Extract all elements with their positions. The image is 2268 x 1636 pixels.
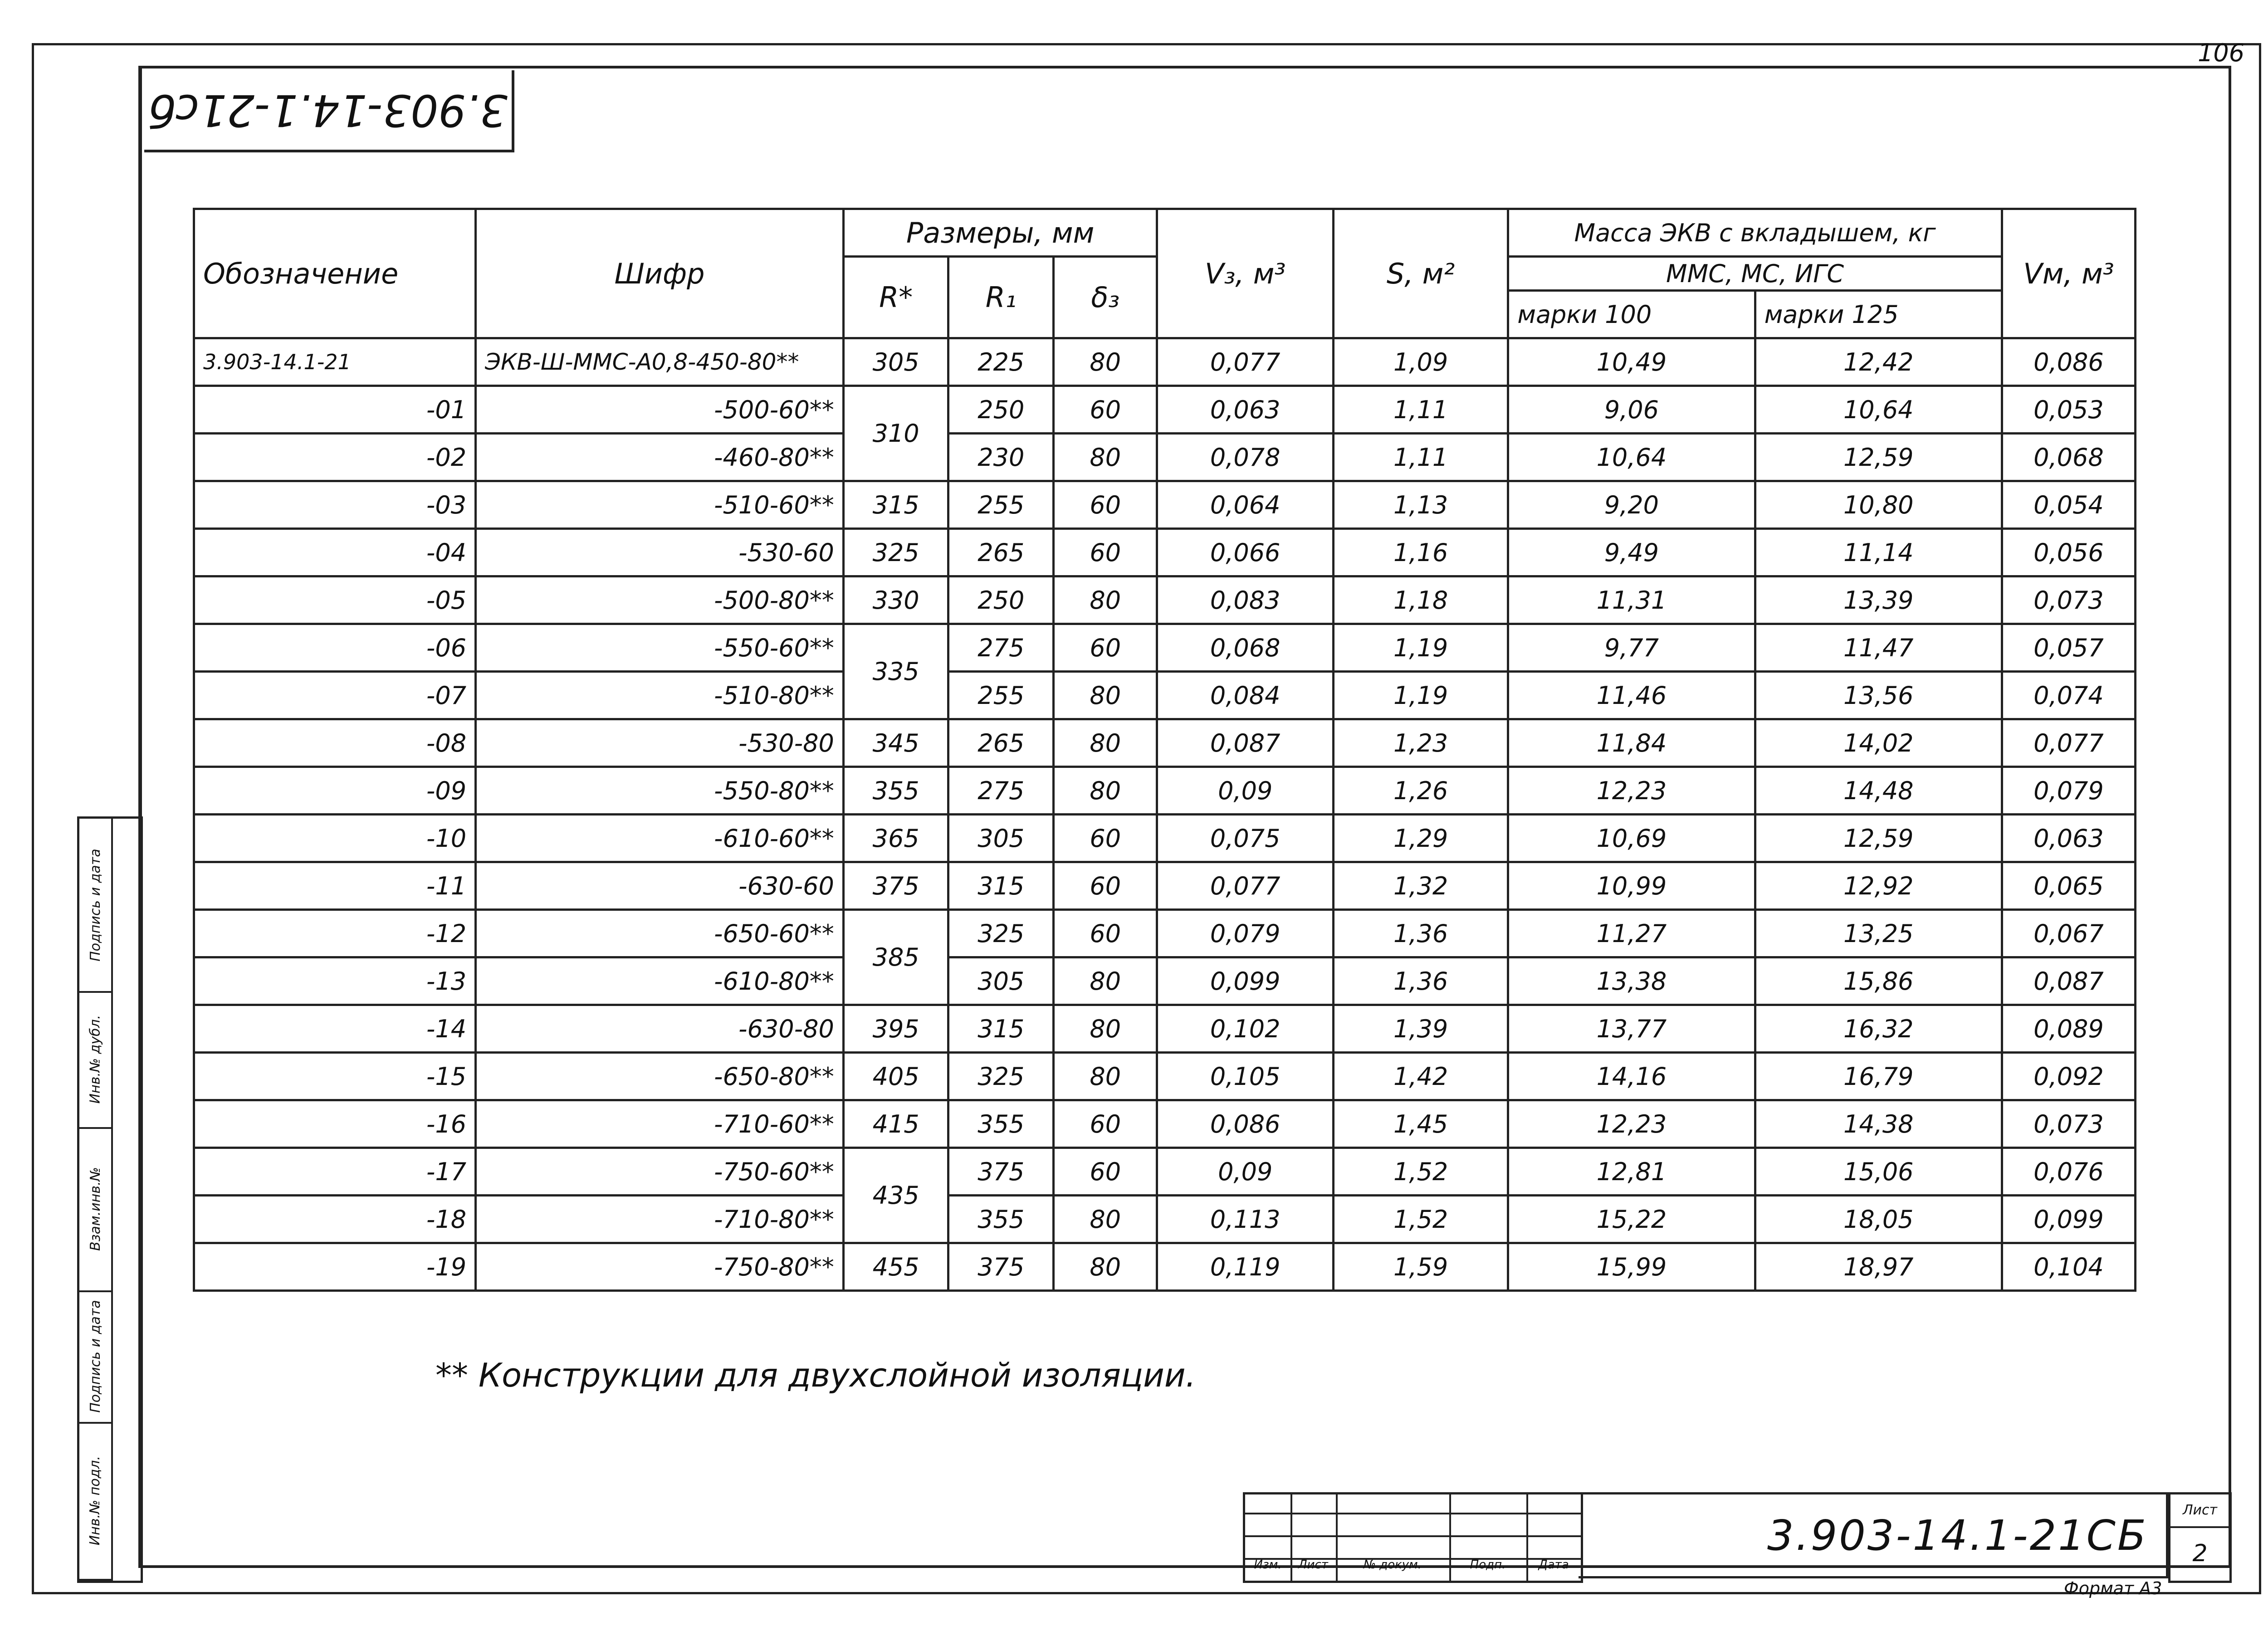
cell-mass-100: 10,99 xyxy=(1508,862,1755,910)
cell-r: 365 xyxy=(843,815,948,862)
cell-delta3: 60 xyxy=(1054,529,1157,576)
cell-vm: 0,074 xyxy=(2002,672,2135,719)
format-label: Формат A3 xyxy=(2064,1578,2162,1598)
cell-delta3: 60 xyxy=(1054,386,1157,434)
cell-cipher: -710-80** xyxy=(476,1196,844,1243)
cell-v3: 0,068 xyxy=(1157,624,1334,672)
header-sizes: Размеры, мм xyxy=(843,209,1157,257)
cell-mass-100: 11,46 xyxy=(1508,672,1755,719)
cell-r: 375 xyxy=(843,862,948,910)
cell-r1: 250 xyxy=(948,386,1054,434)
cell-designation: -17 xyxy=(194,1148,476,1196)
header-v3: V₃, м³ xyxy=(1157,209,1334,338)
cell-vm: 0,068 xyxy=(2002,434,2135,481)
cell-designation: -04 xyxy=(194,529,476,576)
cell-mass-125: 12,59 xyxy=(1755,815,2002,862)
cell-designation: -10 xyxy=(194,815,476,862)
cell-v3: 0,102 xyxy=(1157,1005,1334,1053)
cell-mass-100: 13,77 xyxy=(1508,1005,1755,1053)
cell-s: 1,45 xyxy=(1333,1100,1508,1148)
cell-cipher: -630-80 xyxy=(476,1005,844,1053)
cell-vm: 0,056 xyxy=(2002,529,2135,576)
cell-r: 415 xyxy=(843,1100,948,1148)
cell-r: 345 xyxy=(843,719,948,767)
cell-r: 395 xyxy=(843,1005,948,1053)
revision-labels xyxy=(1245,1558,1581,1581)
cell-mass-100: 15,99 xyxy=(1508,1243,1755,1291)
cell-s: 1,36 xyxy=(1333,957,1508,1005)
label-sheet: Лист xyxy=(1298,1558,1328,1572)
cell-delta3: 80 xyxy=(1054,576,1157,624)
left-signature-strip xyxy=(77,816,143,1583)
cell-v3: 0,09 xyxy=(1157,1148,1334,1196)
cell-s: 1,19 xyxy=(1333,624,1508,672)
cell-cipher: -630-60 xyxy=(476,862,844,910)
cell-designation: -09 xyxy=(194,767,476,815)
cell-r: 330 xyxy=(843,576,948,624)
cell-mass-125: 18,97 xyxy=(1755,1243,2002,1291)
cell-r: 405 xyxy=(843,1053,948,1100)
strip-cell: Взам.инв.№ xyxy=(79,1127,113,1292)
cell-vm: 0,065 xyxy=(2002,862,2135,910)
table-row xyxy=(194,672,2136,719)
label-doc-number: № докум. xyxy=(1363,1558,1422,1572)
cell-s: 1,29 xyxy=(1333,815,1508,862)
footnote: ** Конструкции для двухслойной изоляции. xyxy=(435,1356,1196,1394)
header-mass-materials: ММС, МС, ИГС xyxy=(1508,257,2002,291)
cell-delta3: 80 xyxy=(1054,1005,1157,1053)
cell-r1: 315 xyxy=(948,1005,1054,1053)
header-mass-100: марки 100 xyxy=(1508,291,1755,338)
cell-mass-100: 12,23 xyxy=(1508,1100,1755,1148)
cell-v3: 0,105 xyxy=(1157,1053,1334,1100)
table-row xyxy=(194,576,2136,624)
cell-r1: 250 xyxy=(948,576,1054,624)
cell-v3: 0,119 xyxy=(1157,1243,1334,1291)
cell-delta3: 80 xyxy=(1054,957,1157,1005)
cell-cipher: -510-60** xyxy=(476,481,844,529)
cell-cipher: -610-80** xyxy=(476,957,844,1005)
cell-v3: 0,078 xyxy=(1157,434,1334,481)
cell-mass-125: 14,02 xyxy=(1755,719,2002,767)
cell-mass-100: 15,22 xyxy=(1508,1196,1755,1243)
cell-s: 1,52 xyxy=(1333,1196,1508,1243)
cell-mass-100: 11,31 xyxy=(1508,576,1755,624)
table-row xyxy=(194,910,2136,957)
cell-cipher: -550-80** xyxy=(476,767,844,815)
cell-r1: 255 xyxy=(948,672,1054,719)
cell-r: 305 xyxy=(843,338,948,386)
cell-delta3: 60 xyxy=(1054,910,1157,957)
cell-delta3: 80 xyxy=(1054,338,1157,386)
cell-vm: 0,076 xyxy=(2002,1148,2135,1196)
revision-grid xyxy=(1243,1492,1583,1583)
header-r: R* xyxy=(843,257,948,338)
cell-delta3: 80 xyxy=(1054,1053,1157,1100)
cell-r: 335 xyxy=(843,624,948,719)
strip-cell: Инв.№ дубл. xyxy=(79,991,113,1129)
cell-delta3: 60 xyxy=(1054,862,1157,910)
cell-r1: 355 xyxy=(948,1100,1054,1148)
cell-mass-100: 13,38 xyxy=(1508,957,1755,1005)
top-stamp-code: 3.903-14.1-21сб xyxy=(148,84,508,136)
cell-r: 315 xyxy=(843,481,948,529)
cell-delta3: 80 xyxy=(1054,767,1157,815)
document-code: 3.903-14.1-21СБ xyxy=(1579,1492,2168,1578)
specification-table xyxy=(193,208,2136,1292)
cell-r1: 255 xyxy=(948,481,1054,529)
cell-cipher: -530-60 xyxy=(476,529,844,576)
cell-v3: 0,063 xyxy=(1157,386,1334,434)
table-row xyxy=(194,1196,2136,1243)
sheet-corner-number: 106 xyxy=(2198,39,2245,67)
cell-mass-125: 16,79 xyxy=(1755,1053,2002,1100)
cell-r: 325 xyxy=(843,529,948,576)
header-s: S, м² xyxy=(1333,209,1508,338)
header-designation: Обозначение xyxy=(194,209,476,338)
top-stamp xyxy=(144,70,514,152)
cell-r1: 275 xyxy=(948,767,1054,815)
cell-delta3: 60 xyxy=(1054,1100,1157,1148)
cell-s: 1,23 xyxy=(1333,719,1508,767)
cell-cipher: -650-60** xyxy=(476,910,844,957)
cell-r1: 325 xyxy=(948,1053,1054,1100)
cell-delta3: 80 xyxy=(1054,719,1157,767)
table-row xyxy=(194,1005,2136,1053)
strip-cell: Инв.№ подл. xyxy=(79,1422,113,1581)
strip-cell: Подпись и дата xyxy=(79,1290,113,1424)
table-row xyxy=(194,481,2136,529)
cell-mass-100: 9,49 xyxy=(1508,529,1755,576)
cell-v3: 0,064 xyxy=(1157,481,1334,529)
cell-mass-125: 12,42 xyxy=(1755,338,2002,386)
cell-s: 1,16 xyxy=(1333,529,1508,576)
cell-v3: 0,077 xyxy=(1157,338,1334,386)
sheet-label: Лист xyxy=(2170,1494,2229,1528)
cell-designation: -05 xyxy=(194,576,476,624)
table-row xyxy=(194,957,2136,1005)
cell-designation: -06 xyxy=(194,624,476,672)
cell-cipher: -610-60** xyxy=(476,815,844,862)
sheet-box xyxy=(2168,1492,2232,1583)
cell-mass-100: 9,77 xyxy=(1508,624,1755,672)
cell-designation: -19 xyxy=(194,1243,476,1291)
cell-r: 355 xyxy=(843,767,948,815)
cell-designation: -14 xyxy=(194,1005,476,1053)
cell-designation: -18 xyxy=(194,1196,476,1243)
cell-vm: 0,092 xyxy=(2002,1053,2135,1100)
cell-r1: 375 xyxy=(948,1243,1054,1291)
cell-cipher: -550-60** xyxy=(476,624,844,672)
cell-r: 385 xyxy=(843,910,948,1005)
table-row xyxy=(194,624,2136,672)
label-signature: Подп. xyxy=(1470,1558,1506,1572)
cell-delta3: 80 xyxy=(1054,1243,1157,1291)
cell-s: 1,11 xyxy=(1333,386,1508,434)
cell-s: 1,39 xyxy=(1333,1005,1508,1053)
cell-vm: 0,077 xyxy=(2002,719,2135,767)
cell-vm: 0,099 xyxy=(2002,1196,2135,1243)
table-row xyxy=(194,815,2136,862)
cell-delta3: 80 xyxy=(1054,434,1157,481)
cell-s: 1,42 xyxy=(1333,1053,1508,1100)
cell-r1: 355 xyxy=(948,1196,1054,1243)
cell-vm: 0,073 xyxy=(2002,576,2135,624)
header-cipher: Шифр xyxy=(476,209,844,338)
title-block xyxy=(1243,1492,2227,1578)
cell-delta3: 60 xyxy=(1054,624,1157,672)
cell-mass-100: 12,23 xyxy=(1508,767,1755,815)
cell-cipher: -750-80** xyxy=(476,1243,844,1291)
cell-designation: -12 xyxy=(194,910,476,957)
strip-cell: Подпись и дата xyxy=(79,819,113,993)
cell-mass-125: 15,06 xyxy=(1755,1148,2002,1196)
cell-cipher: ЭКВ-Ш-ММС-А0,8-450-80** xyxy=(476,338,844,386)
table-row xyxy=(194,529,2136,576)
cell-mass-100: 12,81 xyxy=(1508,1148,1755,1196)
cell-v3: 0,066 xyxy=(1157,529,1334,576)
cell-v3: 0,079 xyxy=(1157,910,1334,957)
header-mass: Масса ЭКВ с вкладышем, кг xyxy=(1508,209,2002,257)
cell-cipher: -650-80** xyxy=(476,1053,844,1100)
cell-v3: 0,084 xyxy=(1157,672,1334,719)
cell-designation: -15 xyxy=(194,1053,476,1100)
cell-cipher: -510-80** xyxy=(476,672,844,719)
cell-mass-100: 11,84 xyxy=(1508,719,1755,767)
cell-mass-100: 10,49 xyxy=(1508,338,1755,386)
table-row xyxy=(194,862,2136,910)
label-change: Изм. xyxy=(1254,1558,1282,1572)
cell-vm: 0,087 xyxy=(2002,957,2135,1005)
cell-mass-125: 18,05 xyxy=(1755,1196,2002,1243)
cell-cipher: -500-60** xyxy=(476,386,844,434)
cell-s: 1,18 xyxy=(1333,576,1508,624)
cell-r1: 265 xyxy=(948,719,1054,767)
cell-delta3: 80 xyxy=(1054,672,1157,719)
cell-vm: 0,054 xyxy=(2002,481,2135,529)
cell-s: 1,09 xyxy=(1333,338,1508,386)
cell-v3: 0,077 xyxy=(1157,862,1334,910)
sheet-number: 2 xyxy=(2192,1540,2208,1567)
cell-mass-125: 11,14 xyxy=(1755,529,2002,576)
cell-cipher: -460-80** xyxy=(476,434,844,481)
cell-designation: 3.903-14.1-21 xyxy=(194,338,476,386)
cell-mass-100: 9,06 xyxy=(1508,386,1755,434)
cell-r1: 305 xyxy=(948,957,1054,1005)
cell-designation: -11 xyxy=(194,862,476,910)
cell-cipher: -710-60** xyxy=(476,1100,844,1148)
cell-cipher: -530-80 xyxy=(476,719,844,767)
table-row xyxy=(194,338,2136,386)
cell-mass-125: 13,25 xyxy=(1755,910,2002,957)
cell-mass-100: 11,27 xyxy=(1508,910,1755,957)
cell-mass-100: 9,20 xyxy=(1508,481,1755,529)
cell-vm: 0,073 xyxy=(2002,1100,2135,1148)
table-row xyxy=(194,1053,2136,1100)
cell-s: 1,13 xyxy=(1333,481,1508,529)
cell-r1: 275 xyxy=(948,624,1054,672)
cell-vm: 0,067 xyxy=(2002,910,2135,957)
cell-s: 1,36 xyxy=(1333,910,1508,957)
cell-r: 310 xyxy=(843,386,948,481)
cell-designation: -02 xyxy=(194,434,476,481)
cell-s: 1,59 xyxy=(1333,1243,1508,1291)
cell-mass-125: 15,86 xyxy=(1755,957,2002,1005)
cell-v3: 0,075 xyxy=(1157,815,1334,862)
cell-vm: 0,104 xyxy=(2002,1243,2135,1291)
cell-delta3: 60 xyxy=(1054,1148,1157,1196)
cell-designation: -07 xyxy=(194,672,476,719)
cell-delta3: 60 xyxy=(1054,481,1157,529)
cell-v3: 0,087 xyxy=(1157,719,1334,767)
header-r1: R₁ xyxy=(948,257,1054,338)
cell-mass-125: 16,32 xyxy=(1755,1005,2002,1053)
cell-r1: 230 xyxy=(948,434,1054,481)
cell-v3: 0,083 xyxy=(1157,576,1334,624)
cell-v3: 0,09 xyxy=(1157,767,1334,815)
cell-v3: 0,086 xyxy=(1157,1100,1334,1148)
cell-r1: 265 xyxy=(948,529,1054,576)
table-row xyxy=(194,1243,2136,1291)
header-vm: Vм, м³ xyxy=(2002,209,2135,338)
cell-v3: 0,113 xyxy=(1157,1196,1334,1243)
cell-v3: 0,099 xyxy=(1157,957,1334,1005)
cell-r1: 305 xyxy=(948,815,1054,862)
cell-mass-125: 14,38 xyxy=(1755,1100,2002,1148)
cell-r: 435 xyxy=(843,1148,948,1243)
cell-mass-100: 10,64 xyxy=(1508,434,1755,481)
table-row xyxy=(194,434,2136,481)
table-row xyxy=(194,386,2136,434)
cell-vm: 0,063 xyxy=(2002,815,2135,862)
cell-r1: 315 xyxy=(948,862,1054,910)
cell-r: 455 xyxy=(843,1243,948,1291)
cell-mass-125: 11,47 xyxy=(1755,624,2002,672)
cell-delta3: 60 xyxy=(1054,815,1157,862)
cell-designation: -08 xyxy=(194,719,476,767)
cell-mass-100: 14,16 xyxy=(1508,1053,1755,1100)
cell-designation: -13 xyxy=(194,957,476,1005)
cell-s: 1,19 xyxy=(1333,672,1508,719)
cell-mass-125: 10,64 xyxy=(1755,386,2002,434)
table-row xyxy=(194,719,2136,767)
cell-cipher: -750-60** xyxy=(476,1148,844,1196)
header-delta3: δ₃ xyxy=(1054,257,1157,338)
cell-r1: 225 xyxy=(948,338,1054,386)
cell-vm: 0,053 xyxy=(2002,386,2135,434)
cell-designation: -01 xyxy=(194,386,476,434)
table-row xyxy=(194,767,2136,815)
cell-mass-125: 10,80 xyxy=(1755,481,2002,529)
cell-mass-100: 10,69 xyxy=(1508,815,1755,862)
cell-vm: 0,089 xyxy=(2002,1005,2135,1053)
cell-mass-125: 14,48 xyxy=(1755,767,2002,815)
label-date: Дата xyxy=(1538,1558,1569,1572)
cell-s: 1,52 xyxy=(1333,1148,1508,1196)
cell-s: 1,11 xyxy=(1333,434,1508,481)
cell-s: 1,26 xyxy=(1333,767,1508,815)
cell-vm: 0,079 xyxy=(2002,767,2135,815)
cell-designation: -03 xyxy=(194,481,476,529)
cell-cipher: -500-80** xyxy=(476,576,844,624)
cell-mass-125: 13,39 xyxy=(1755,576,2002,624)
cell-vm: 0,057 xyxy=(2002,624,2135,672)
cell-mass-125: 13,56 xyxy=(1755,672,2002,719)
cell-delta3: 80 xyxy=(1054,1196,1157,1243)
cell-mass-125: 12,92 xyxy=(1755,862,2002,910)
cell-r1: 375 xyxy=(948,1148,1054,1196)
table-row xyxy=(194,1148,2136,1196)
header-mass-125: марки 125 xyxy=(1755,291,2002,338)
cell-vm: 0,086 xyxy=(2002,338,2135,386)
table-row xyxy=(194,1100,2136,1148)
cell-s: 1,32 xyxy=(1333,862,1508,910)
cell-designation: -16 xyxy=(194,1100,476,1148)
cell-mass-125: 12,59 xyxy=(1755,434,2002,481)
cell-r1: 325 xyxy=(948,910,1054,957)
